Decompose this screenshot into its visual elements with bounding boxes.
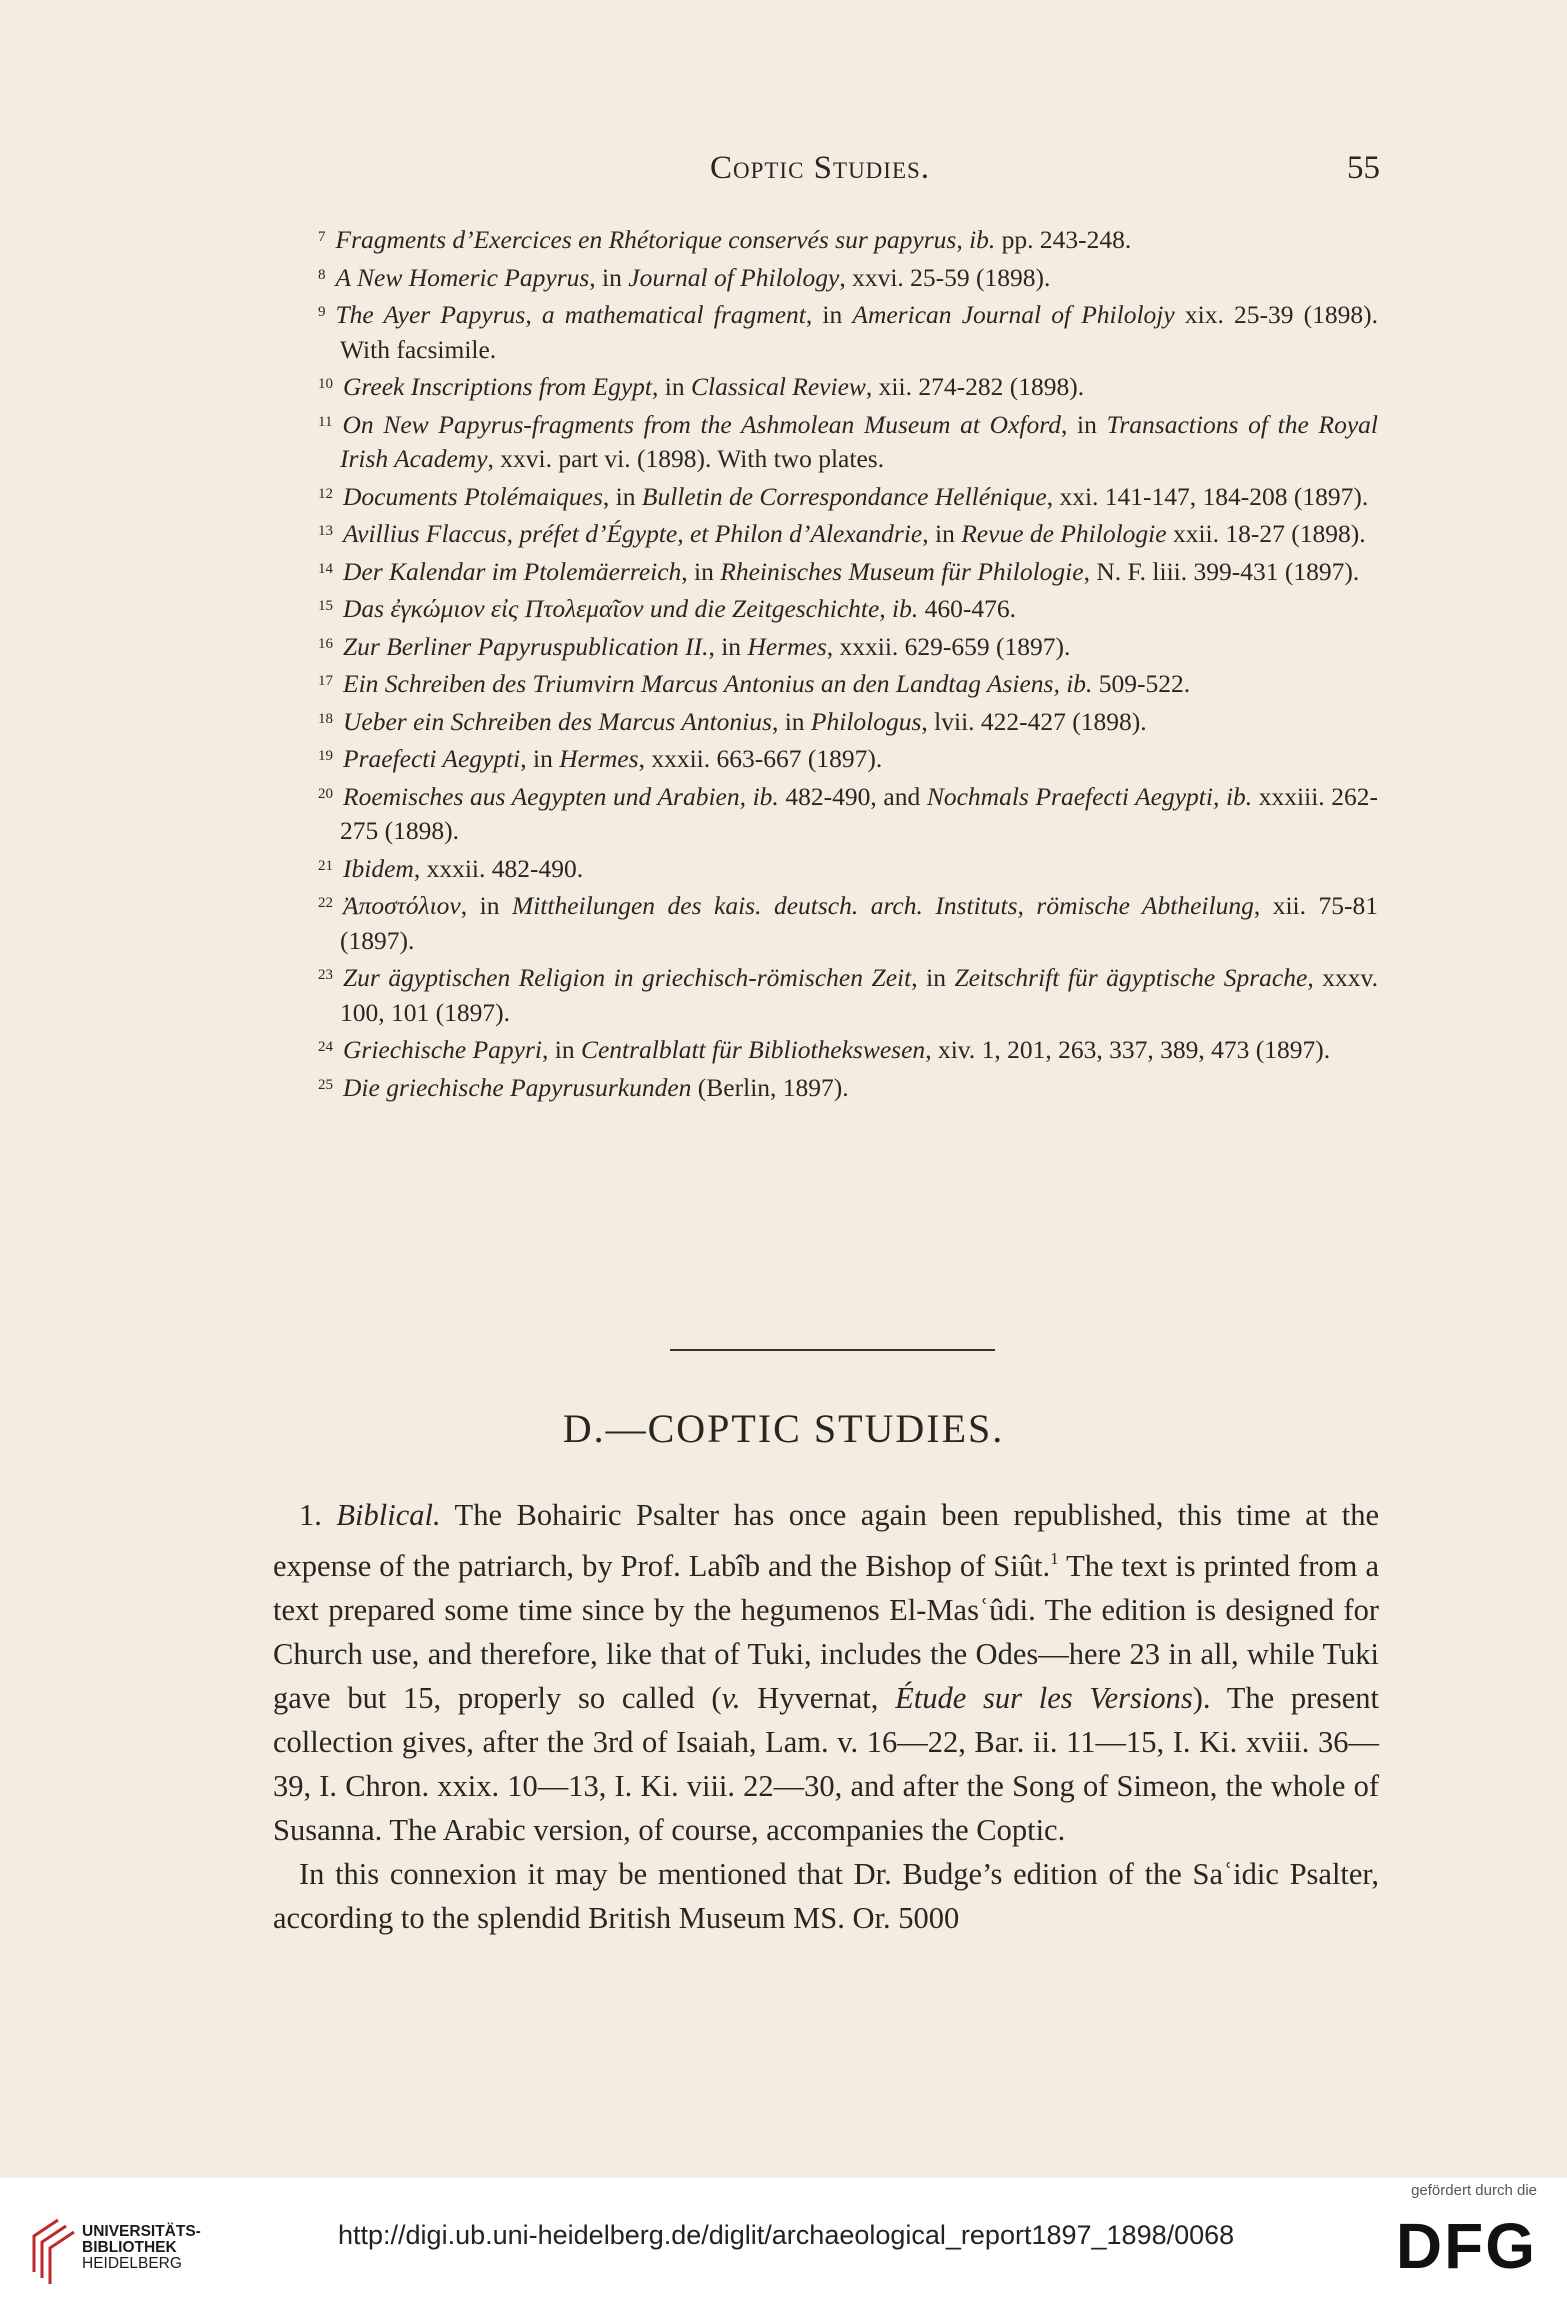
footnote-text: The Ayer Papyrus, a mathematical fragment, in American Journal of Philolojy xix. 25-39 (1898). With facsimile.: [335, 300, 1378, 364]
footnote-number: 22: [318, 895, 333, 911]
footnote-text: Documents Ptolémaiques, in Bulletin de Correspondance Hellénique, xxi. 141-147, 184-208 (1897).: [343, 481, 1369, 511]
footnote-12: [318, 477, 1378, 515]
footnote-number: 18: [318, 710, 333, 727]
library-logo[interactable]: [28, 2210, 203, 2290]
footnote-text: Ἀποστόλιον, in Mittheilungen des kais. deutsch. arch. Instituts, römische Abtheilung, xii. 75-81 (1897).: [340, 891, 1378, 955]
library-name-line-1: UNIVERSITÄTS-: [82, 2223, 201, 2240]
footnote-18: [318, 702, 1378, 740]
footnote-number: 12: [318, 485, 333, 502]
footnote-8: [318, 258, 1378, 296]
footnote-number: 8: [318, 266, 326, 283]
footnote-text: Ein Schreiben des Triumvirn Marcus Antonius an den Landtag Asiens, ib. 509-522.: [343, 669, 1191, 698]
footnote-number: 14: [318, 560, 333, 577]
library-name-line-2: BIBLIOTHEK: [82, 2239, 177, 2256]
footnote-24: [318, 1030, 1378, 1068]
footnote-number: 24: [318, 1039, 333, 1055]
footnote-text: Greek Inscriptions from Egypt, in Classical Review, xii. 274-282 (1898).: [343, 372, 1085, 401]
footnote-19: [318, 739, 1378, 777]
footnote-25: [318, 1068, 1378, 1106]
footnote-number: 20: [318, 785, 333, 802]
footnote-number: 21: [318, 857, 333, 874]
footnote-number: 13: [318, 523, 333, 539]
body-paragraph-1: 1. Biblical. The Bohairic Psalter has once again been republished, this time at the expense of the patriarch, by Prof. Labîb and the Bishop of Siût.$^1$ The text is printed from a text prepared some time since by the hegumenos El-Masʿûdi. The edition is designed for Church use, and therefore, like that of Tuki, includes the Odes—here 23 in all, while Tuki gave but 15, properly so called (v. Hyvernat, Étude sur les Versions). The present collection gives, after the 3rd of Isaiah, Lam. v. 16—22, Bar. ii. 11—15, I. Ki. xviii. 36—39, I. Chron. xxix. 10—13, I. Ki. viii. 22—30, and after the Song of Simeon, the whole of Susanna. The Arabic version, of course, accompanies the Coptic.: [273, 1498, 1379, 1847]
footnote-text: Zur ägyptischen Religion in griechisch-römischen Zeit, in Zeitschrift für ägyptische Sprache, xxxv. 100, 101 (1897).: [340, 963, 1378, 1027]
footnote-number: 10: [318, 376, 333, 392]
footnote-11: [318, 405, 1378, 477]
footnote-text: Zur Berliner Papyruspublication II., in Hermes, xxxii. 629-659 (1897).: [343, 631, 1071, 661]
footnote-number: 15: [318, 598, 333, 614]
footnote-text: Avillius Flaccus, préfet d’Égypte, et Philon d’Alexandrie, in Revue de Philologie xxii. 18-27 (1898).: [343, 519, 1366, 548]
footnote-text: Griechische Papyri, in Centralblatt für Bibliothekswesen, xiv. 1, 201, 263, 337, 389, 473 (1897).: [343, 1035, 1331, 1064]
running-title: Coptic Studies.: [709, 150, 931, 186]
footnote-number: 9: [318, 304, 326, 320]
footnote-text: On New Papyrus-fragments from the Ashmolean Museum at Oxford, in Transactions of the Royal Irish Academy, xxvi. part vi. (1898). With two plates.: [340, 409, 1379, 473]
footnote-text: Ueber ein Schreiben des Marcus Antonius, in Philologus, lvii. 422-427 (1898).: [343, 706, 1147, 736]
dfg-logo[interactable]: DFG: [1395, 2210, 1537, 2282]
running-header: [260, 150, 1380, 194]
footnote-text: Fragments d’Exercices en Rhétorique conservés sur papyrus, ib. pp. 243-248.: [335, 225, 1132, 254]
body-paragraph-2: In this connexion it may be mentioned that Dr. Budge’s edition of the Saʿidic Psalter, according to the splendid British Museum MS. Or. 5000: [273, 1857, 1379, 1935]
footnote-15: [318, 589, 1378, 627]
footnote-9: [318, 295, 1378, 367]
footnote-text: A New Homeric Papyrus, in Journal of Philology, xxvi. 25-59 (1898).: [335, 262, 1051, 292]
footnote-text: Ibidem, xxxii. 482-490.: [343, 853, 584, 883]
section-heading: D.—COPTIC STUDIES.: [562, 1406, 1005, 1451]
footnote-text: Das ἐγκώμιον εἰς Πτολεμαῖον und die Zeitgeschichte, ib. 460-476.: [343, 594, 1017, 623]
sponsor-block: [1337, 2182, 1537, 2281]
library-name-line-3: HEIDELBERG: [82, 2255, 182, 2272]
footnote-number: 7: [318, 229, 326, 245]
digitization-footer: [0, 2178, 1567, 2313]
footnote-14: [318, 552, 1378, 590]
footnote-number: 25: [318, 1076, 333, 1093]
footnote-17: [318, 664, 1378, 702]
footnote-10: [318, 367, 1378, 405]
footnote-number: 17: [318, 673, 333, 689]
footnote-16: [318, 627, 1378, 665]
body-text: [273, 1493, 1379, 1940]
footnote-list: [318, 220, 1378, 1105]
section-divider: [670, 1349, 995, 1351]
footnote-text: Die griechische Papyrusurkunden (Berlin, 1897).: [343, 1072, 849, 1102]
footnote-text: Der Kalendar im Ptolemäerreich, in Rheinisches Museum für Philologie, N. F. liii. 399-431 (1897).: [343, 556, 1360, 586]
footnote-text: Praefecti Aegypti, in Hermes, xxxii. 663-667 (1897).: [343, 744, 883, 773]
footnote-number: 16: [318, 635, 333, 652]
page-number: 55: [1347, 150, 1380, 186]
footnote-number: 23: [318, 967, 333, 983]
sponsor-label: gefördert durch die: [1411, 2182, 1537, 2199]
library-emblem-icon: [28, 2210, 78, 2290]
footnote-number: 11: [318, 413, 333, 430]
footnote-number: 19: [318, 748, 333, 764]
footnote-22: [318, 886, 1378, 958]
footnote-7: [318, 220, 1378, 258]
footnote-13: [318, 514, 1378, 552]
footnote-23: [318, 958, 1378, 1030]
permalink-url[interactable]: http://digi.ub.uni-heidelberg.de/diglit/archaeological_report1897_1898/0068: [338, 2220, 1235, 2250]
footnote-text: Roemisches aus Aegypten und Arabien, ib. 482-490, and Nochmals Praefecti Aegypti, ib. xxxiii. 262-275 (1898).: [340, 781, 1379, 845]
footnote-20: [318, 777, 1378, 849]
footnote-21: [318, 849, 1378, 887]
